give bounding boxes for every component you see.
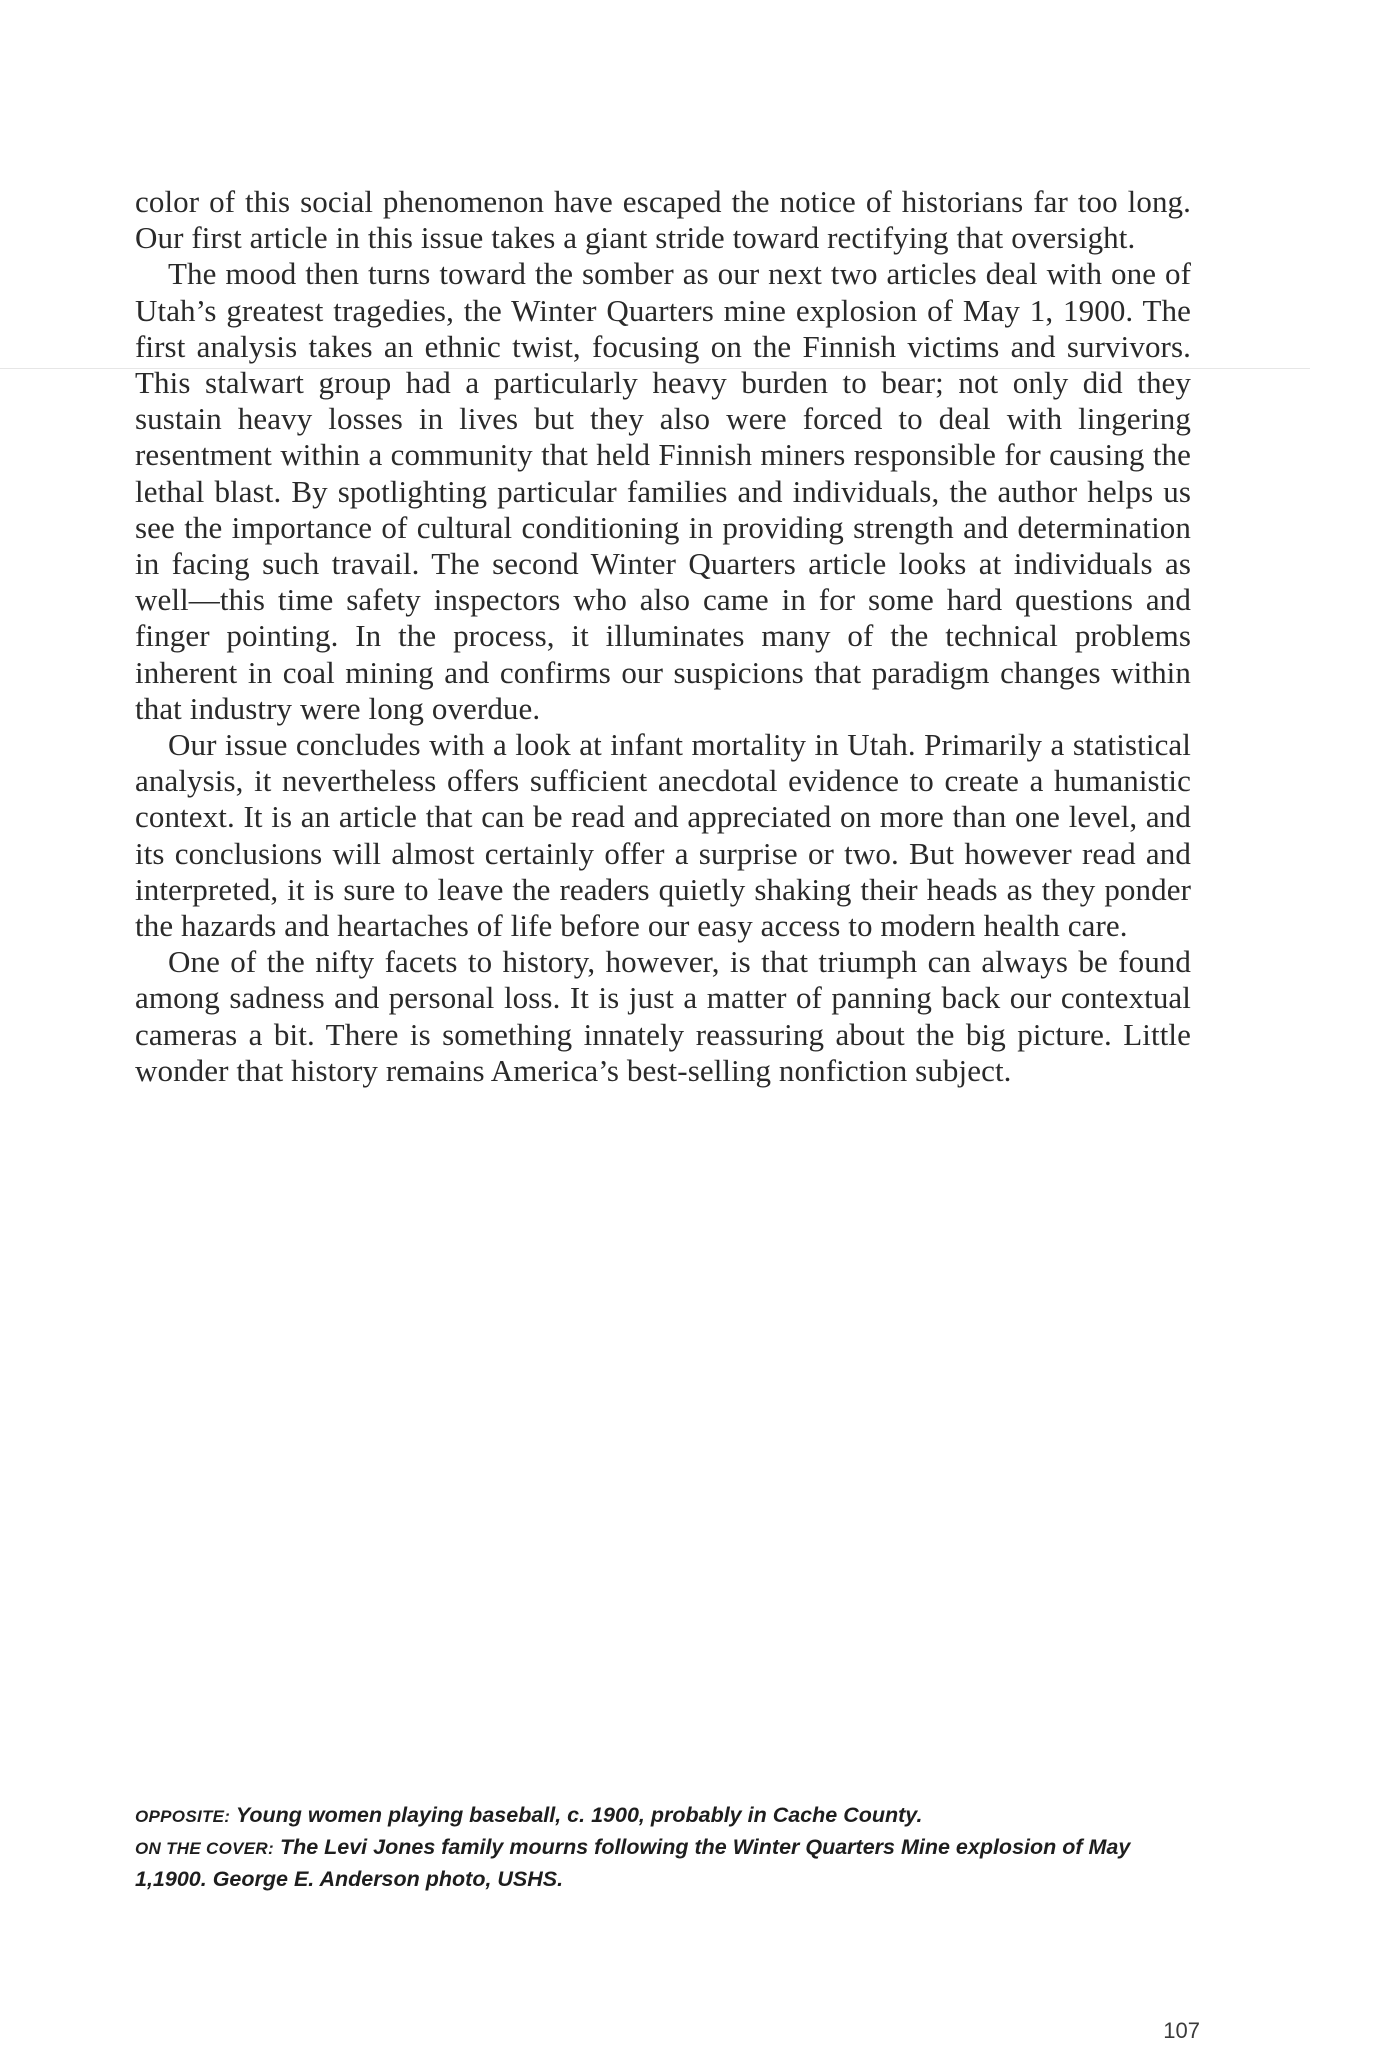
paragraph-closing: One of the nifty facets to history, however, is that triumph can always be found among sadness and personal loss. It is just a matter of panning back our contextual cameras a bit. There is something innately reassuring about the big picture. Little wonder that history remains America’s best-selling nonfiction subject.	[135, 944, 1191, 1088]
caption-opposite	[135, 1800, 1195, 1832]
caption-cover-text: The Levi Jones family mourns following the Winter Quarters Mine explosion of May 1,1900. George E. Anderson photo, USHS.	[135, 1835, 1131, 1891]
caption-opposite-text: Young women playing baseball, c. 1900, probably in Cache County.	[230, 1803, 923, 1827]
paragraph-winter-quarters: The mood then turns toward the somber as our next two articles deal with one of Utah’s greatest tragedies, the Winter Quarters mine explosion of May 1, 1900. The first analysis takes an ethnic twist, focusing on the Finnish victims and survivors. This stalwart group had a particularly heavy burden to bear; not only did they sustain heavy losses in lives but they also were forced to deal with lingering resentment within a community that held Finnish miners responsible for causing the lethal blast. By spotlighting particular families and individuals, the author helps us see the importance of cultural conditioning in providing strength and determination in facing such travail. The second Winter Quarters article looks at individuals as well—this time safety inspectors who also came in for some hard questions and finger pointing. In the process, it illuminates many of the technical problems inherent in coal mining and confirms our suspicions that paradigm changes within that industry were long overdue.	[135, 256, 1191, 726]
photo-captions	[135, 1800, 1195, 1895]
editorial-body	[135, 184, 1191, 1089]
paragraph-continuation: color of this social phenomenon have escaped the notice of historians far too long. Our first article in this issue takes a giant stride toward rectifying that oversight.	[135, 184, 1191, 256]
caption-opposite-label: OPPOSITE:	[135, 1807, 231, 1826]
caption-cover	[135, 1832, 1195, 1895]
caption-cover-label: ON THE COVER:	[135, 1839, 274, 1858]
paragraph-infant-mortality: Our issue concludes with a look at infant mortality in Utah. Primarily a statistical analysis, it nevertheless offers sufficient anecdotal evidence to create a humanistic context. It is an article that can be read and appreciated on more than one level, and its conclusions will almost certainly offer a surprise or two. But however read and interpreted, it is sure to leave the readers quietly shaking their heads as they ponder the hazards and heartaches of life before our easy access to modern health care.	[135, 727, 1191, 944]
page-number: 107	[1163, 2018, 1200, 2043]
